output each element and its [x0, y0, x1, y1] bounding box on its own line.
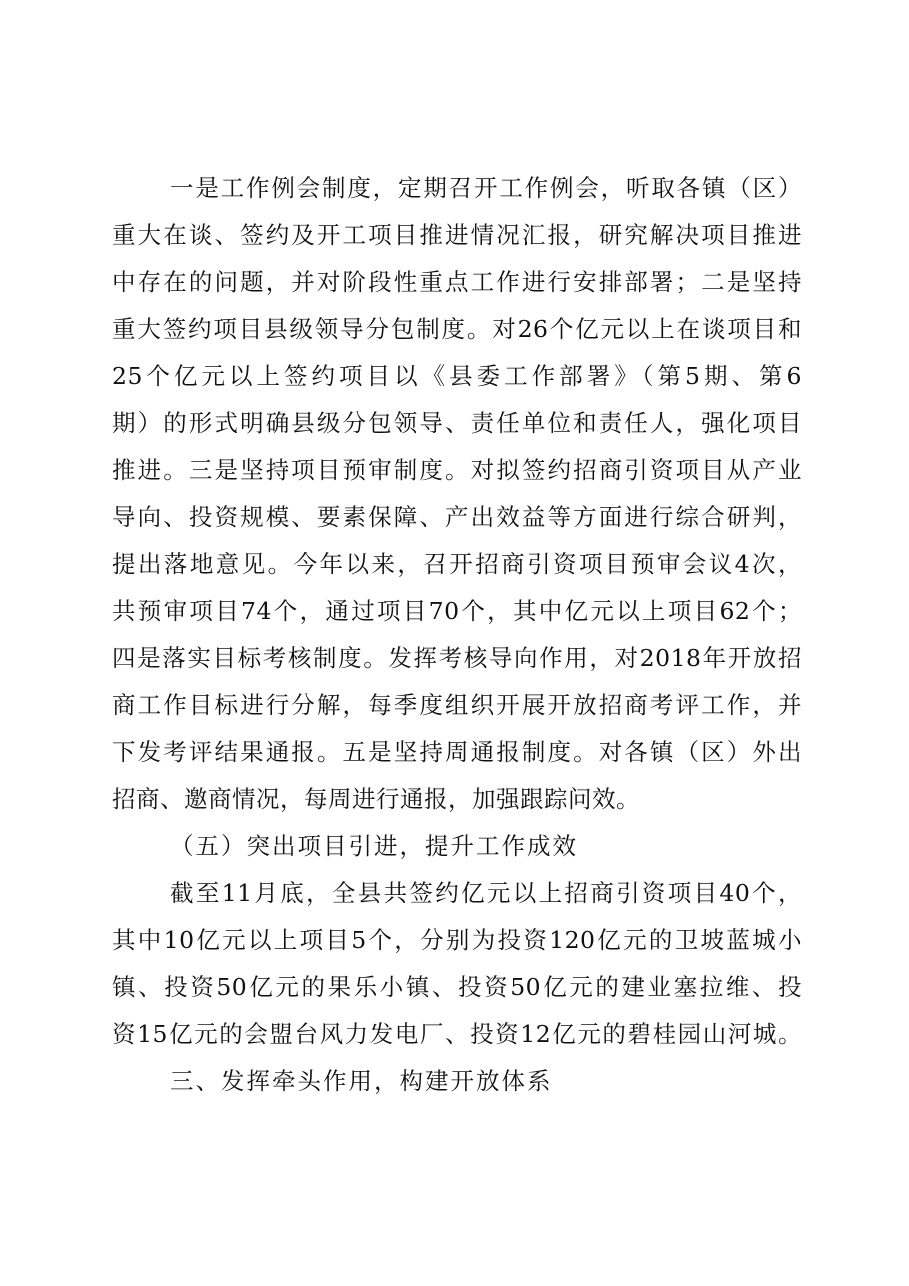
paragraph-line: 其中10亿元以上项目5个，分别为投资120亿元的卫坡蓝城小: [112, 926, 802, 954]
paragraph-line: 重大签约项目县级领导分包制度。对26个亿元以上在谈项目和: [112, 315, 802, 343]
paragraph-line: 重大在谈、签约及开工项目推进情况汇报，研究解决项目推进: [112, 221, 802, 249]
paragraph-line: 25个亿元以上签约项目以《县委工作部署》（第5期、第6: [112, 362, 802, 390]
paragraph-line: 下发考评结果通报。五是坚持周通报制度。对各镇（区）外出: [112, 738, 802, 766]
paragraph-line: 共预审项目74个，通过项目70个，其中亿元以上项目62个；: [112, 597, 802, 625]
paragraph-line: 一是工作例会制度，定期召开工作例会，听取各镇（区）: [170, 174, 802, 202]
paragraph-line: 截至11月底，全县共签约亿元以上招商引资项目40个，: [170, 879, 802, 907]
section-heading-five: （五）突出项目引进，提升工作成效: [170, 832, 578, 860]
section-heading-three: 三、发挥牵头作用，构建开放体系: [170, 1067, 553, 1095]
paragraph-line: 镇、投资50亿元的果乐小镇、投资50亿元的建业塞拉维、投: [112, 973, 802, 1001]
paragraph-line: 招商、邀商情况，每周进行通报，加强跟踪问效。: [112, 785, 640, 813]
paragraph-line: 商工作目标进行分解，每季度组织开展开放招商考评工作，并: [112, 691, 802, 719]
paragraph-line: 期）的形式明确县级分包领导、责任单位和责任人，强化项目: [112, 409, 802, 437]
paragraph-line: 资15亿元的会盟台风力发电厂、投资12亿元的碧桂园山河城。: [112, 1020, 802, 1048]
paragraph-line: 中存在的问题，并对阶段性重点工作进行安排部署；二是坚持: [112, 268, 802, 296]
paragraph-line: 推进。三是坚持项目预审制度。对拟签约招商引资项目从产业: [112, 456, 802, 484]
paragraph-line: 导向、投资规模、要素保障、产出效益等方面进行综合研判，: [112, 503, 802, 531]
paragraph-line: 提出落地意见。今年以来，召开招商引资项目预审会议4次，: [112, 550, 802, 578]
paragraph-line: 四是落实目标考核制度。发挥考核导向作用，对2018年开放招: [112, 644, 802, 672]
